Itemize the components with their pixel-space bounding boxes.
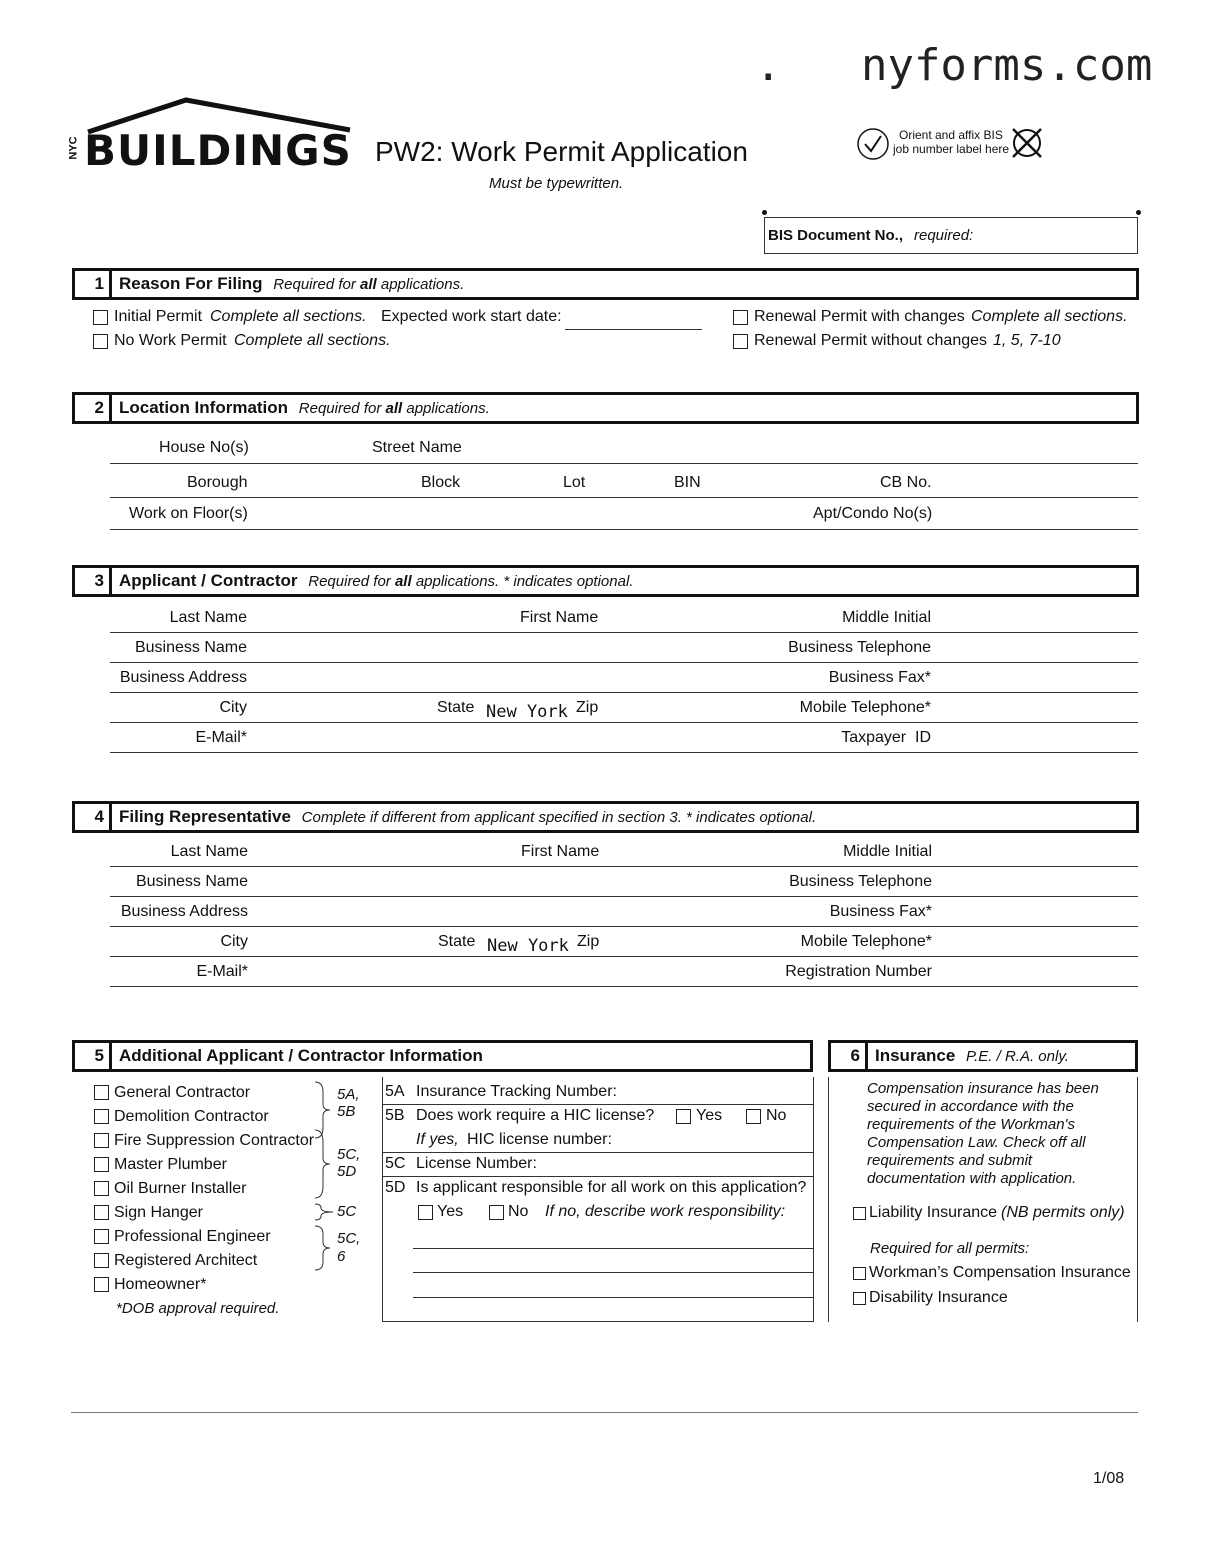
state-value[interactable]: New York: [487, 936, 569, 956]
bis-doc-required: required:: [914, 227, 974, 244]
responsible-no-label: No: [508, 1203, 529, 1220]
contractor-type-checkbox[interactable]: [94, 1229, 109, 1244]
contractor-type-label: Registered Architect: [114, 1252, 258, 1269]
contractor-type-label: Master Plumber: [114, 1156, 227, 1173]
note-post: applications.: [376, 276, 465, 293]
ref-6: 6: [337, 1248, 346, 1265]
contractor-type-label: Demolition Contractor: [114, 1108, 269, 1125]
state-label: State: [438, 933, 476, 950]
first-name-label: First Name: [521, 843, 600, 860]
lot-label: Lot: [563, 474, 586, 491]
no-work-permit-label: No Work Permit: [114, 332, 227, 349]
section-number: 6: [831, 1043, 868, 1069]
middle-initial-label: Middle Initial: [843, 843, 932, 860]
field-line[interactable]: [383, 1176, 813, 1177]
section-4-header: [72, 801, 1139, 833]
q5a-label: Insurance Tracking Number:: [416, 1083, 617, 1100]
section-note: [308, 573, 633, 590]
section-6-header: [828, 1040, 1138, 1072]
bis-doc-box[interactable]: [764, 217, 1138, 254]
renewal-without-changes-note: 1, 5, 7-10: [993, 332, 1061, 349]
logo-text: BUILDINGS: [84, 126, 352, 175]
disability-insurance-checkbox[interactable]: [853, 1292, 866, 1305]
last-name-label: Last Name: [169, 609, 247, 626]
bis-doc-label: BIS Document No.,: [768, 227, 904, 244]
section-title-text: Applicant / Contractor: [119, 571, 298, 590]
required-all-note: Required for all permits:: [870, 1240, 1030, 1257]
section-2-header: [72, 392, 1139, 424]
contractor-type-checkbox[interactable]: [94, 1109, 109, 1124]
contractor-type-checkbox[interactable]: [94, 1277, 109, 1292]
insurance-description-line: documentation with application.: [867, 1170, 1077, 1187]
ref-5c-single: 5C: [337, 1203, 357, 1220]
field-line[interactable]: [110, 986, 1138, 987]
section-number: 1: [75, 271, 112, 297]
contractor-type-checkbox[interactable]: [94, 1205, 109, 1220]
field-line[interactable]: [110, 866, 1138, 867]
first-name-label: First Name: [520, 609, 599, 626]
apt-condo-label: Apt/Condo No(s): [813, 505, 933, 522]
taxpayer-id-label: Taxpayer ID: [841, 729, 931, 746]
field-line[interactable]: [383, 1104, 813, 1105]
state-label: State: [437, 699, 475, 716]
business-telephone-label: Business Telephone: [788, 639, 931, 656]
contractor-type-checkbox[interactable]: [94, 1133, 109, 1148]
field-line[interactable]: [110, 896, 1138, 897]
business-address-label: Business Address: [120, 903, 248, 920]
footer-divider: [71, 1412, 1138, 1413]
field-line[interactable]: [110, 662, 1138, 663]
contractor-type-checkbox[interactable]: [94, 1085, 109, 1100]
field-line[interactable]: [110, 926, 1138, 927]
q5d-if-no: If no, describe work responsibility:: [545, 1203, 786, 1220]
initial-permit-checkbox[interactable]: [93, 310, 108, 325]
section-3-header: [72, 565, 1139, 597]
section-number: 3: [75, 568, 112, 594]
start-date-label: Expected work start date:: [381, 308, 562, 325]
insurance-description-line: Compensation Law. Check off all: [867, 1134, 1086, 1151]
section-note: Complete if different from applicant specified in section 3. * indicates optional.: [301, 809, 817, 826]
work-floor-label: Work on Floor(s): [129, 505, 248, 522]
q5a-number: 5A: [385, 1083, 405, 1100]
workmans-comp-checkbox[interactable]: [853, 1267, 866, 1280]
field-line[interactable]: [110, 497, 1138, 498]
middle-initial-label: Middle Initial: [842, 609, 931, 626]
section-number: 5: [75, 1043, 112, 1069]
description-line[interactable]: [413, 1248, 813, 1249]
liability-insurance-label: Liability Insurance: [869, 1204, 998, 1221]
section-title-text: Location Information: [119, 398, 289, 417]
q5b-if-yes: If yes,: [416, 1131, 459, 1148]
brace-icon: [313, 1224, 333, 1272]
field-line[interactable]: [383, 1152, 813, 1153]
insurance-description-line: requirements of the Workman's: [867, 1116, 1075, 1133]
bis-doc-dot-right: [1136, 210, 1141, 215]
note-pre: Required for: [308, 573, 395, 590]
mobile-telephone-label: Mobile Telephone*: [800, 933, 932, 950]
email-label: E-Mail*: [195, 729, 247, 746]
page-subtitle: Must be typewritten.: [489, 175, 624, 192]
dob-note: *DOB approval required.: [116, 1300, 280, 1317]
business-telephone-label: Business Telephone: [789, 873, 932, 890]
house-no-label: House No(s): [159, 439, 249, 456]
responsible-yes-label: Yes: [437, 1203, 464, 1220]
liability-insurance-note: (NB permits only): [1001, 1204, 1125, 1221]
section-title: [875, 1043, 1069, 1070]
contractor-type-label: General Contractor: [114, 1084, 251, 1101]
hic-no-label: No: [766, 1107, 787, 1124]
ref-5b: 5B: [337, 1103, 356, 1120]
field-line[interactable]: [110, 752, 1138, 753]
section-title: [119, 804, 816, 831]
contractor-type-label: Sign Hanger: [114, 1204, 203, 1221]
note-bold: all: [360, 276, 377, 293]
section-title-text: Insurance: [875, 1046, 956, 1065]
q5b-hic-label: HIC license number:: [467, 1131, 612, 1148]
renewal-without-changes-checkbox[interactable]: [733, 334, 748, 349]
section-1-header: [72, 268, 1139, 300]
business-fax-label: Business Fax*: [828, 669, 931, 686]
ref-5c: 5C,: [337, 1146, 361, 1163]
hic-yes-label: Yes: [696, 1107, 723, 1124]
note-bold: all: [394, 573, 412, 590]
ref-5c-pe: 5C,: [337, 1230, 361, 1247]
workmans-comp-label: Workman’s Compensation Insurance: [869, 1264, 1131, 1281]
brace-icon: [313, 1128, 333, 1200]
description-line[interactable]: [413, 1272, 813, 1273]
form-version: 1/08: [1093, 1470, 1125, 1487]
label-note-1: Orient and affix BIS: [899, 128, 1003, 142]
note-pre: Required for: [273, 276, 361, 293]
field-line[interactable]: [110, 632, 1138, 633]
buildings-logo: [67, 96, 355, 176]
field-line[interactable]: [110, 463, 1138, 464]
renewal-with-changes-note: Complete all sections.: [971, 308, 1128, 325]
q5c-label: License Number:: [416, 1155, 537, 1172]
logo-nyc: NYC: [67, 136, 80, 160]
renewal-with-changes-checkbox[interactable]: [733, 310, 748, 325]
borough-label: Borough: [187, 474, 248, 491]
responsible-no-checkbox[interactable]: [489, 1205, 504, 1220]
no-work-permit-checkbox[interactable]: [93, 334, 108, 349]
city-label: City: [220, 933, 248, 950]
renewal-without-changes-label: Renewal Permit without changes: [754, 332, 988, 349]
section-note: [273, 276, 464, 293]
section-title-text: Filing Representative: [119, 807, 291, 826]
bis-doc-dot-left: [762, 210, 767, 215]
state-value[interactable]: New York: [486, 702, 568, 722]
field-line[interactable]: [110, 956, 1138, 957]
section-title: [119, 568, 633, 595]
section-number: 2: [75, 395, 112, 421]
renewal-with-changes-label: Renewal Permit with changes: [754, 308, 965, 325]
note-pre: Required for: [298, 400, 386, 417]
section-title: [119, 271, 464, 298]
check-circle-icon: [856, 127, 890, 161]
section-title-text: Reason For Filing: [119, 274, 263, 293]
business-name-label: Business Name: [135, 873, 248, 890]
insurance-description-line: requirements and submit: [867, 1152, 1033, 1169]
hic-no-checkbox[interactable]: [746, 1109, 761, 1124]
business-fax-label: Business Fax*: [829, 903, 932, 920]
block-label: Block: [421, 474, 461, 491]
hic-yes-checkbox[interactable]: [676, 1109, 691, 1124]
responsible-yes-checkbox[interactable]: [418, 1205, 433, 1220]
ref-5d: 5D: [337, 1163, 357, 1180]
contractor-type-label: Homeowner*: [114, 1276, 207, 1293]
business-address-label: Business Address: [119, 669, 247, 686]
note-post: applications. * indicates optional.: [411, 573, 634, 590]
section-title: Additional Applicant / Contractor Information: [119, 1046, 483, 1065]
business-name-label: Business Name: [134, 639, 247, 656]
bin-label: BIN: [674, 474, 701, 491]
insurance-description-line: Compensation insurance has been: [867, 1080, 1099, 1097]
zip-label: Zip: [577, 933, 600, 950]
contractor-type-label: Professional Engineer: [114, 1228, 271, 1245]
q5c-number: 5C: [385, 1155, 406, 1172]
street-name-label: Street Name: [372, 439, 462, 456]
section-number: 4: [75, 804, 112, 830]
insurance-description-line: secured in accordance with the: [867, 1098, 1074, 1115]
city-label: City: [219, 699, 247, 716]
section-title: [119, 395, 490, 422]
no-work-permit-note: Complete all sections.: [234, 332, 391, 349]
note-bold: all: [385, 400, 403, 417]
note-post: applications.: [402, 400, 490, 417]
q5b-number: 5B: [385, 1107, 405, 1124]
field-line[interactable]: [110, 529, 1138, 530]
disability-insurance-label: Disability Insurance: [869, 1289, 1008, 1306]
zip-label: Zip: [576, 699, 599, 716]
last-name-label: Last Name: [170, 843, 248, 860]
field-line[interactable]: [110, 692, 1138, 693]
registration-number-label: Registration Number: [785, 963, 932, 980]
email-label: E-Mail*: [196, 963, 248, 980]
q5b-label: Does work require a HIC license?: [416, 1107, 655, 1124]
cb-no-label: CB No.: [880, 474, 932, 491]
start-date-input[interactable]: [565, 329, 702, 330]
brace-icon: [313, 1200, 337, 1224]
contractor-type-label: Oil Burner Installer: [114, 1180, 247, 1197]
watermark: . nyforms.com: [755, 40, 1153, 91]
contractor-type-checkbox[interactable]: [94, 1157, 109, 1172]
mobile-telephone-label: Mobile Telephone*: [799, 699, 931, 716]
section-note: P.E. / R.A. only.: [966, 1048, 1069, 1065]
initial-permit-label: Initial Permit: [114, 308, 203, 325]
description-line[interactable]: [413, 1297, 813, 1298]
contractor-type-checkbox[interactable]: [94, 1181, 109, 1196]
q5d-label: Is applicant responsible for all work on this application?: [416, 1179, 807, 1196]
liability-insurance-checkbox[interactable]: [853, 1207, 866, 1220]
contractor-type-checkbox[interactable]: [94, 1253, 109, 1268]
contractor-type-label: Fire Suppression Contractor: [114, 1132, 315, 1149]
section-5-header: [72, 1040, 813, 1072]
field-line[interactable]: [110, 722, 1138, 723]
initial-permit-note: Complete all sections.: [210, 308, 367, 325]
cross-circle-icon: [1010, 126, 1044, 160]
section-note: [299, 400, 490, 417]
ref-5a: 5A,: [337, 1086, 360, 1103]
q5d-number: 5D: [385, 1179, 406, 1196]
label-note-2: job number label here: [893, 142, 1010, 156]
page-title: PW2: Work Permit Application: [375, 136, 748, 167]
